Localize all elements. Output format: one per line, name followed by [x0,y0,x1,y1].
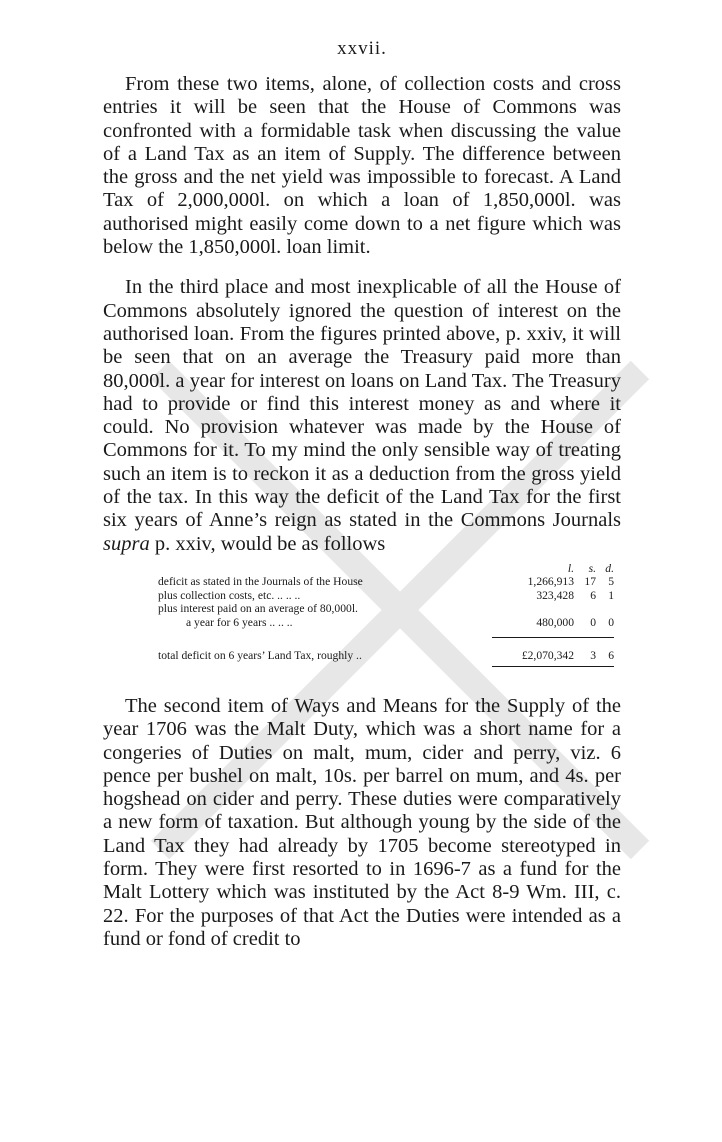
deficit-table [158,562,614,667]
row-pounds [492,602,578,616]
table-row [158,589,614,603]
table-divider [158,629,614,638]
row-pounds: 480,000 [536,615,574,629]
header-shillings: s. [588,561,596,575]
table-row [158,616,614,630]
row-pounds: 323,428 [536,588,574,602]
total-pence: 6 [608,649,614,663]
page-number: xxvii. [337,38,387,59]
header-pence: d. [605,561,614,575]
total-shillings: 3 [590,649,596,663]
row-label: deficit as stated in the Journals of the House [158,575,363,589]
italic-supra: supra [103,532,150,555]
row-pence: 5 [608,575,614,589]
paragraph-interest-tail: p. xxiv, would be as follows [149,532,386,555]
total-pounds: £2,070,342 [521,649,574,663]
row-shillings [578,602,596,616]
total-label: total deficit on 6 years’ Land Tax, roughly .. [158,649,362,663]
paragraph-interest-text: In the third place and most inexplicable of all the House of Commons absolutely ignored the question of interest on the authorised loan. From the figures printed above, p. xxiv, it will be seen that on an average the Treasury paid more than 80,000l. a year for interest on loans on Land Tax. The Treasury had to provide or find this interest money as and where it could. No provision whatever was made by the House of Commons for it. To my mind the only sensible way of treating such an item is to reckon it as a deduction from the gross yield of the tax. In this way the deficit of the Land Tax for the first six years of Anne’s reign as stated in the Commons Journals [103,276,621,532]
table-row [158,575,614,589]
paragraph-collection-costs: From these two items, alone, of collection costs and cross entries it will be seen that the House of Commons was confronted with a formidable task when discussing the value of a Land Tax as an item of Supply. The difference between the gross and the net yield was impossible to forecast. A Land Tax of 2,000,000l. on which a loan of 1,850,000l. was authorised might easily come down to a net figure which was below the 1,850,000l. loan limit. [103,73,621,259]
paragraph-interest-on-loan [103,276,621,556]
row-label: a year for 6 years .. .. .. [186,615,293,629]
row-pence: 0 [608,615,614,629]
row-pence: 1 [608,588,614,602]
row-shillings: 0 [590,615,596,629]
table-header-row [158,562,614,576]
table-row [158,602,614,616]
row-shillings: 17 [584,575,596,589]
row-shillings: 6 [590,588,596,602]
header-pounds: l. [567,561,574,575]
table-header-label [158,562,492,576]
row-pence [596,602,614,616]
table-total-row [158,645,614,666]
row-pounds: 1,266,913 [527,575,574,589]
document-page [103,38,621,965]
paragraph-malt-duty: The second item of Ways and Means for the Supply of the year 1706 was the Malt Duty, which was a short name for a congeries of Duties on malt, mum, cider and perry, viz. 6 pence per bushel on malt, 10s. per barrel on mum, and 4s. per hogshead on cider and perry. These duties were comparatively a new form of taxation. But although young by the side of the Land Tax they had already by 1705 become stereotyped in form. They were first resorted to in 1696-7 as a fund for the Malt Lottery which was instituted by the Act 8-9 Wm. III, c. 22. For the purposes of that Act the Duties were intended as a fund or fond of credit to [103,694,621,950]
row-label: plus interest paid on an average of 80,000l. [158,602,358,616]
row-label: plus collection costs, etc. .. .. .. [158,588,301,602]
